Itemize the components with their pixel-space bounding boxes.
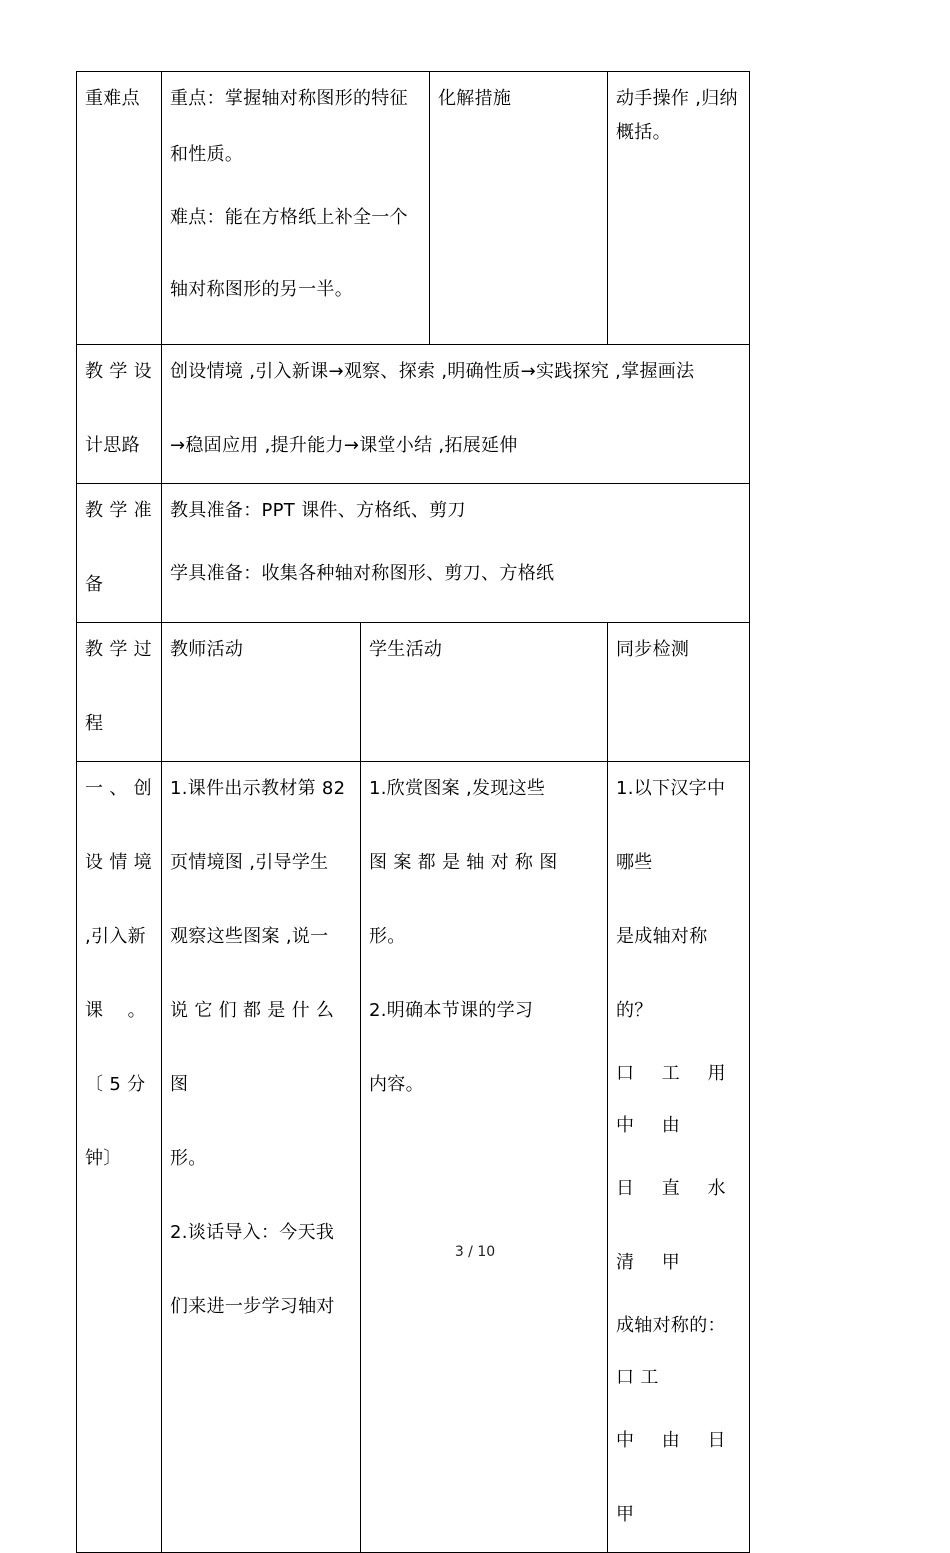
stage-1-sync-check: 1.以下汉字中哪些 是成轴对称的？ 口 工 用 中 由 日 直 水 清 甲 成轴对称的：口 工 中 由 日 甲 bbox=[608, 762, 750, 1553]
key-points-content bbox=[162, 72, 430, 345]
row-key-points bbox=[77, 72, 750, 345]
stage-1-student-activity: 1.欣赏图案 ,发现这些 图 案 都 是 轴 对 称 图 形。 2.明确本节课的学习 内容。 bbox=[361, 762, 608, 1553]
design-content bbox=[162, 345, 750, 484]
key-points-label: 重难点 bbox=[77, 72, 162, 345]
row-design bbox=[77, 345, 750, 484]
process-label: 教 学 过 程 bbox=[77, 623, 162, 762]
stage-1-label: 一 、 创 设 情 境 ,引入新 课 。 〔 5 分 钟〕 bbox=[77, 762, 162, 1553]
measure-value: 动手操作 ,归纳概括。 bbox=[608, 72, 750, 345]
difficulty-line-2: 轴对称图形的另一半。 bbox=[170, 279, 353, 300]
key-point-line-2: 和性质。 bbox=[170, 144, 244, 165]
row-stage-1 bbox=[77, 762, 750, 1553]
design-line-1: 创设情境 ,引入新课→观察、探索 ,明确性质→实践探究 ,掌握画法 bbox=[170, 361, 695, 382]
student-prep: 学具准备：收集各种轴对称图形、剪刀、方格纸 bbox=[170, 563, 555, 584]
difficulty-line-1: 难点：能在方格纸上补全一个 bbox=[170, 207, 408, 228]
teacher-prep: 教具准备：PPT 课件、方格纸、剪刀 bbox=[170, 500, 466, 521]
page-number: 3 / 10 bbox=[454, 1244, 496, 1260]
col-sync-check: 同步检测 bbox=[608, 623, 750, 762]
design-label: 教 学 设 计思路 bbox=[77, 345, 162, 484]
design-line-2: →稳固应用 ,提升能力→课堂小结 ,拓展延伸 bbox=[170, 435, 518, 456]
prep-label: 教 学 准 备 bbox=[77, 484, 162, 623]
row-prep bbox=[77, 484, 750, 623]
col-student-activity: 学生活动 bbox=[361, 623, 608, 762]
col-teacher-activity: 教师活动 bbox=[162, 623, 361, 762]
measure-label: 化解措施 bbox=[430, 72, 608, 345]
prep-content bbox=[162, 484, 750, 623]
row-process-header bbox=[77, 623, 750, 762]
stage-1-teacher-activity: 1.课件出示教材第 82 页情境图 ,引导学生 观察这些图案 ,说一 说 它 们 都 是 什 么 图 形。 2.谈话导入：今天我 们来进一步学习轴对 bbox=[162, 762, 361, 1553]
key-point-line-1: 重点：掌握轴对称图形的特征 bbox=[170, 88, 408, 109]
lesson-plan-table bbox=[76, 71, 750, 1553]
